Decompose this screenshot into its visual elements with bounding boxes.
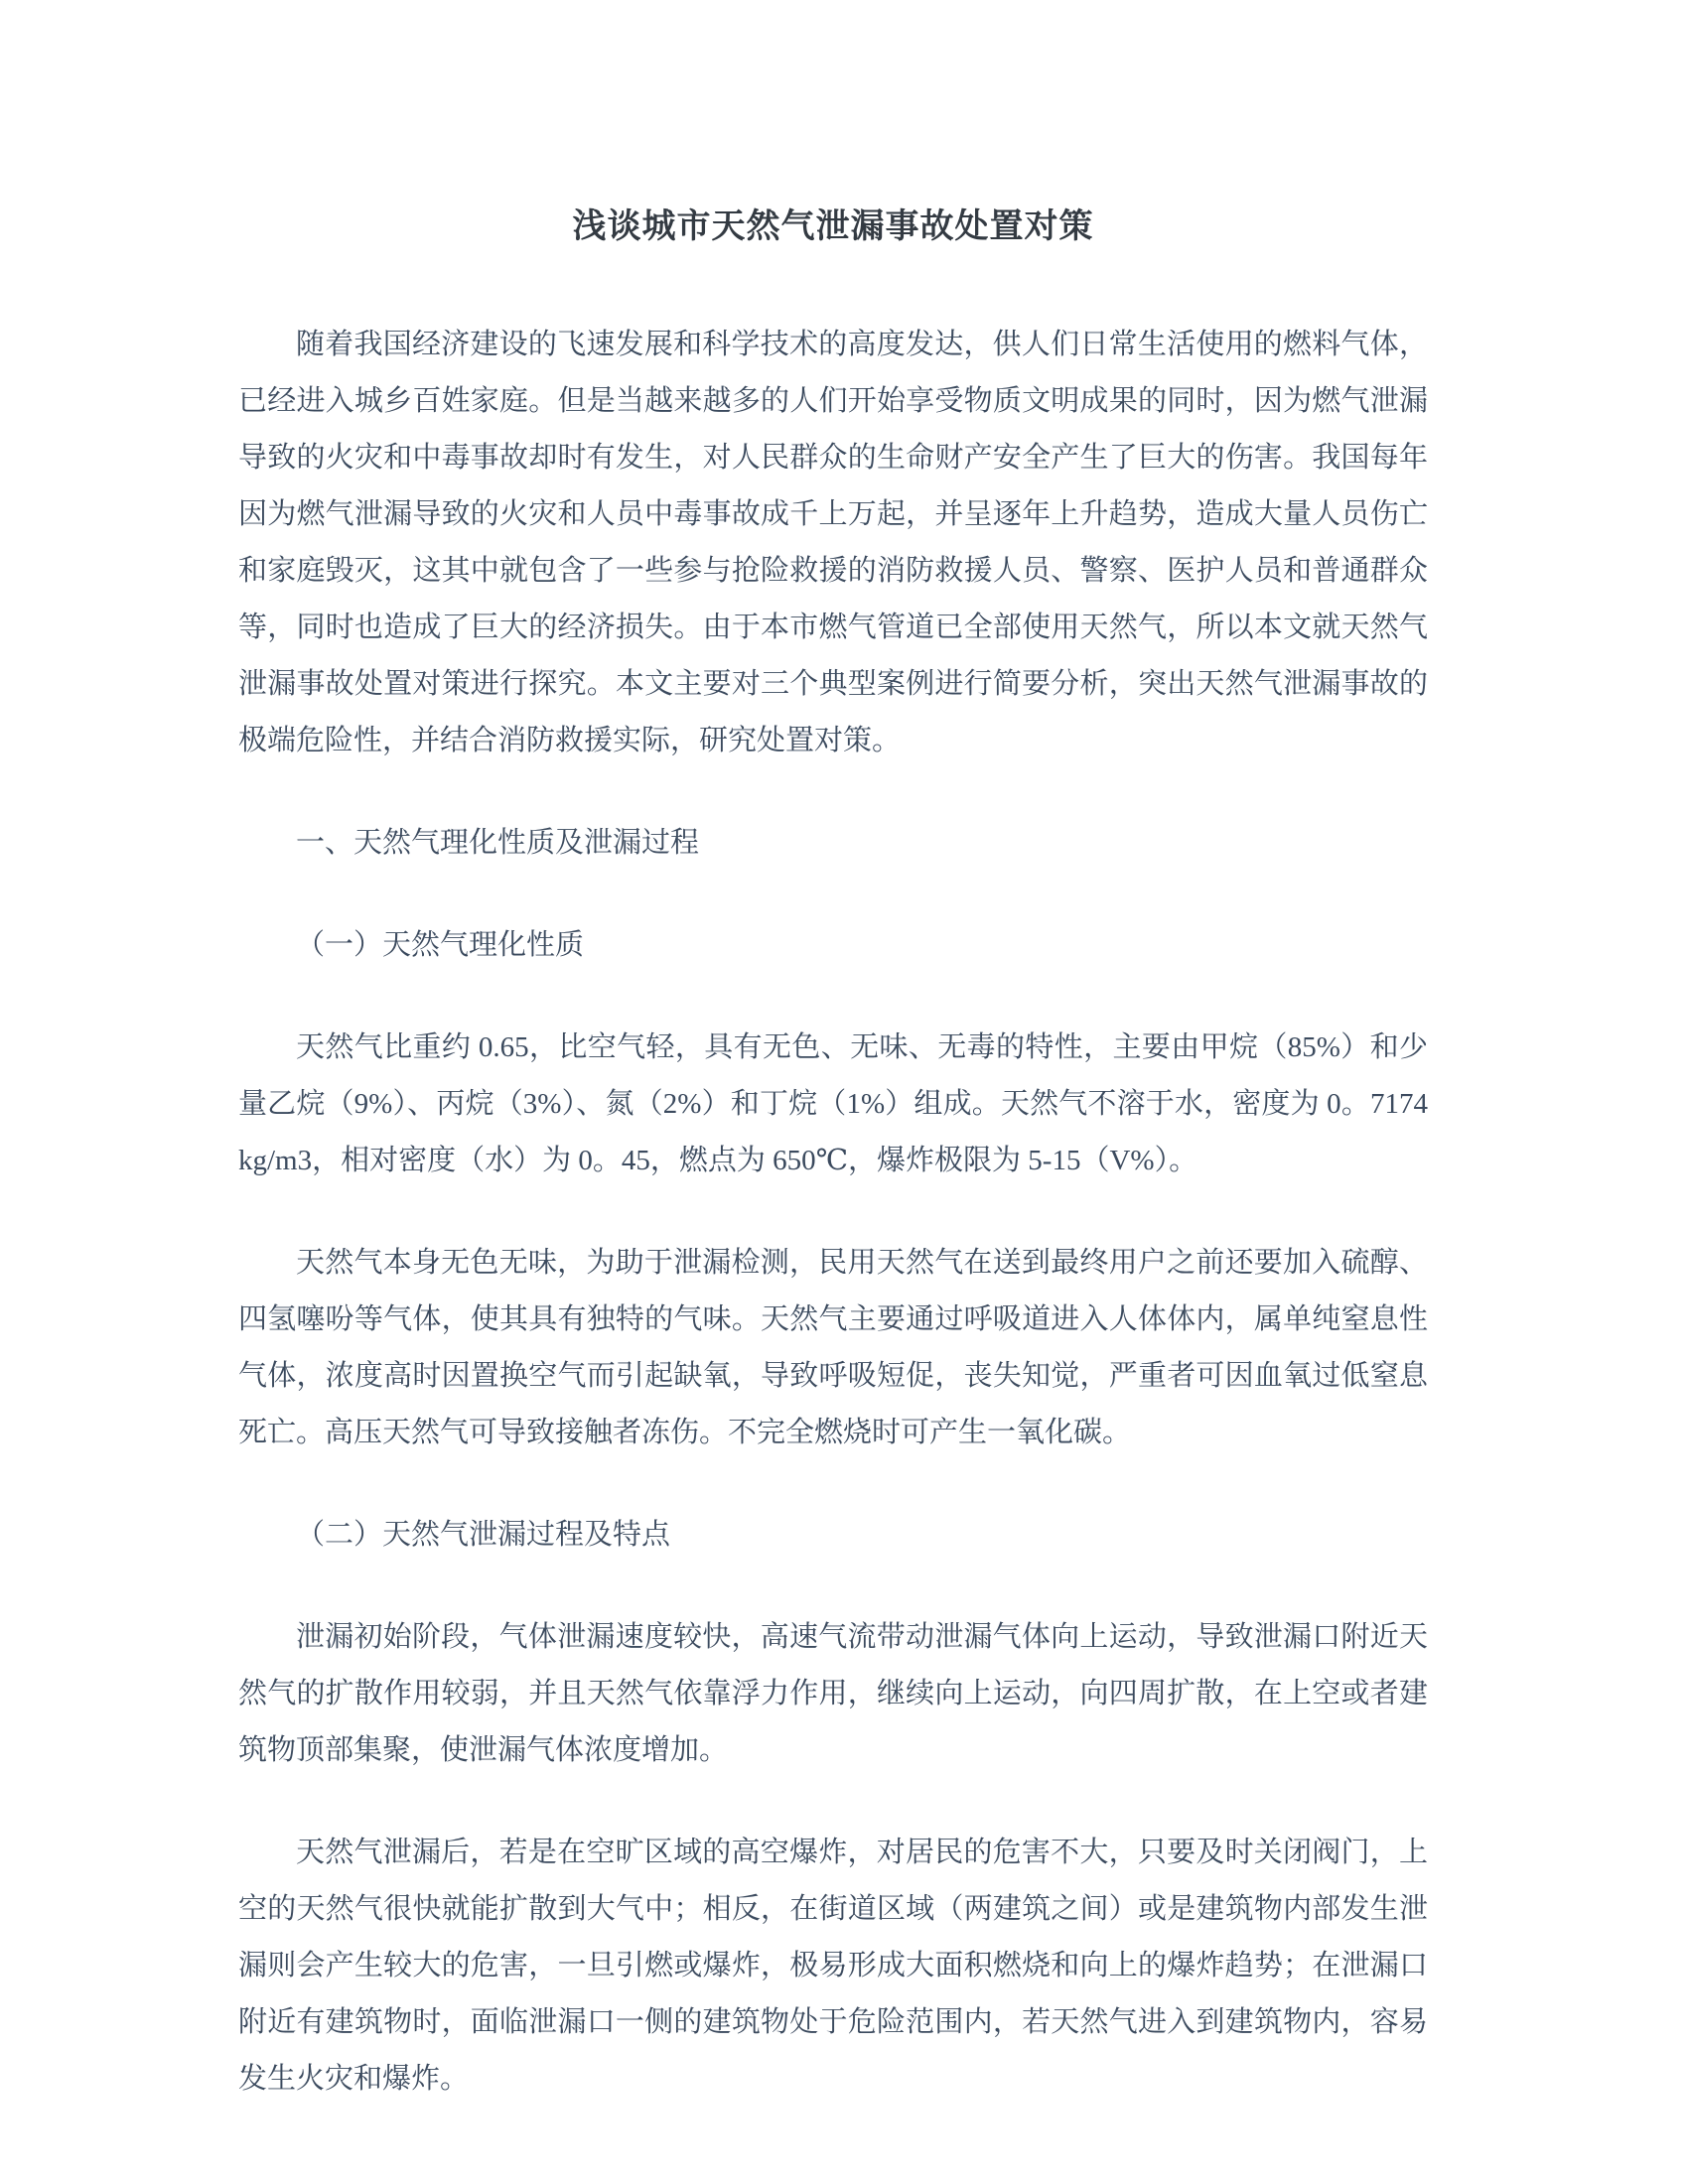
subsection-heading-1-1: （一）天然气理化性质 (296, 929, 585, 961)
paragraph-intro: 随着我国经济建设的飞速发展和科学技术的高度发达，供人们日常生活使用的燃料气体，已经进入城乡百姓家庭。但是当越来越多的人们开始享受物质文明成果的同时，因为燃气泄漏导致的火灾和中毒事故却时有发生，对人民群众的生命财产安全产生了巨大的伤害。我国每年因为燃气泄漏导致的火灾和人员中毒事故成千上万起，并呈逐年上升趋势，造成大量人员伤亡和家庭毁灭，这其中就包含了一些参与抢险救援的消防救援人员、警察、医护人员和普通群众等，同时也造成了巨大的经济损失。由于本市燃气管道已全部使用天然气，所以本文就天然气泄漏事故处置对策进行探究。本文主要对三个典型案例进行简要分析，突出天然气泄漏事故的极端危险性，并结合消防救援实际，研究处置对策。 (238, 329, 1428, 756)
section-heading-1: 一、天然气理化性质及泄漏过程 (296, 827, 700, 859)
paragraph-leak-consequences: 天然气泄漏后，若是在空旷区域的高空爆炸，对居民的危害不大，只要及时关闭阀门，上空的天然气很快就能扩散到大气中；相反，在街道区域（两建筑之间）或是建筑物内部发生泄漏则会产生较大的危害，一旦引燃或爆炸，极易形成大面积燃烧和向上的爆炸趋势；在泄漏口附近有建筑物时，面临泄漏口一侧的建筑物处于危险范围内，若天然气进入到建筑物内，容易发生火灾和爆炸。 (238, 1837, 1428, 2095)
paragraph-physical-properties: 天然气比重约 0.65，比空气轻，具有无色、无味、无毒的特性，主要由甲烷（85%）和少量乙烷（9%）、丙烷（3%）、氮（2%）和丁烷（1%）组成。天然气不溶于水，密度为 0。7174kg/m3，相对密度（水）为 0。45，燃点为 650℃，爆炸极限为 5-15（V%）。 (238, 1031, 1428, 1176)
paragraph-leak-initial-stage: 泄漏初始阶段，气体泄漏速度较快，高速气流带动泄漏气体向上运动，导致泄漏口附近天然气的扩散作用较弱，并且天然气依靠浮力作用，继续向上运动，向四周扩散，在上空或者建筑物顶部集聚，使泄漏气体浓度增加。 (238, 1621, 1428, 1766)
document-title: 浅谈城市天然气泄漏事故处置对策 (572, 207, 1094, 245)
subsection-heading-1-2: （二）天然气泄漏过程及特点 (296, 1519, 671, 1551)
paragraph-odor-and-health: 天然气本身无色无味，为助于泄漏检测，民用天然气在送到最终用户之前还要加入硫醇、四氢噻吩等气体，使其具有独特的气味。天然气主要通过呼吸道进入人体体内，属单纯窒息性气体，浓度高时因置换空气而引起缺氧，导致呼吸短促，丧失知觉，严重者可因血氧过低窒息死亡。高压天然气可导致接触者冻伤。不完全燃烧时可产生一氧化碳。 (238, 1247, 1428, 1448)
